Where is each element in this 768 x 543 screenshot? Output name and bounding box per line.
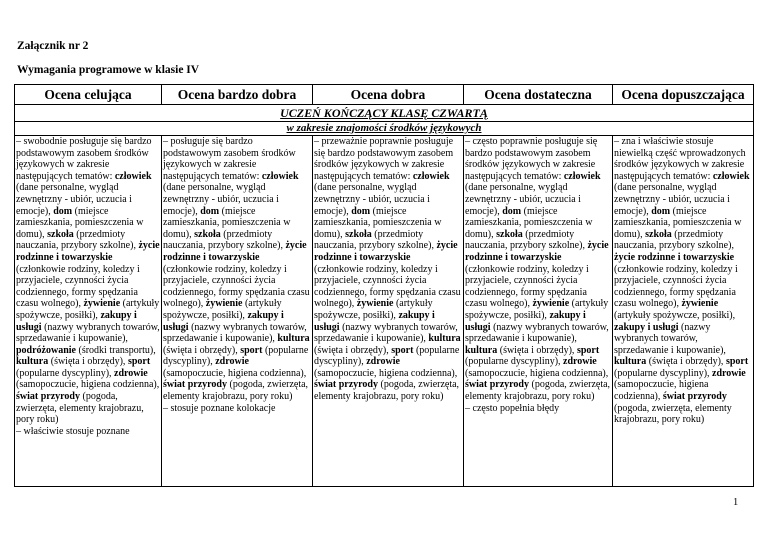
cell-body: człowiek (dane personalne, wygląd zewnętrzny - ubiór, uczucia i emocje), dom (miejsce zamieszkania, pomieszczenia w domu), szkoła (przedmioty nauczania, przybory szkolne), życie rodzinne i towarzyskie (członkowie rodziny, koledzy i przyjaciele, czynności życia codziennego, formy spędzania czasu wolnego), żywienie (artykuły spożywcze, posiłki), zakupy i usługi (nazwy wybranych towarów, sprzedawanie i kupowanie), kultura (święta i obrzędy), sport (popularne dyscypliny), zdrowie (samopoczucie, higiena codzienna), świat przyrody (pogoda, zwierzęta, elementy krajobrazu, pory roku)	[314, 170, 461, 403]
cell-celujaca	[15, 135, 162, 486]
band-subtitle: w zakresie znajomości środków językowych	[15, 121, 753, 136]
cell-body: człowiek (dane personalne, wygląd zewnętrzny - ubiór, uczucia i emocje), dom (miejsce zamieszkania, pomieszczenia w domu), szkoła (przedmioty nauczania, przybory szkolne), życie rodzinne i towarzyskie (członkowie rodziny, koledzy i przyjaciele, czynności życia codziennego, formy spędzania czasu wolnego), żywienie (artykuły spożywcze, posiłki), zakupy i usługi (nazwy wybranych towarów, sprzedawanie i kupowanie), kultura (święta i obrzędy), sport (popularne dyscypliny), zdrowie (samopoczucie, higiena codzienna), świat przyrody (pogoda, zwierzęta, elementy krajobrazu, pory roku) – często popełnia błędy	[465, 170, 611, 414]
cell-dostateczna	[464, 135, 613, 486]
header-celujaca: Ocena celująca	[15, 85, 162, 104]
document-title: Wymagania programowe w klasie IV	[17, 64, 200, 76]
cell-bardzo-dobra	[162, 135, 313, 486]
cell-intro: – przeważnie poprawnie posługuje się bardzo podstawowym zasobem środków językowych w zakresie następujących tematów:	[314, 136, 454, 182]
header-dostateczna: Ocena dostateczna	[464, 85, 613, 104]
cell-dopuszczajaca	[613, 135, 753, 486]
cell-intro: – swobodnie posługuje się bardzo podstawowym zasobem środków językowych w zakresie następujących tematów:	[16, 136, 152, 182]
attachment-label: Załącznik nr 2	[17, 40, 89, 52]
cell-intro: – posługuje się bardzo podstawowym zasobem środków językowych w zakresie następujących tematów:	[163, 136, 296, 182]
band-title: UCZEŃ KOŃCZĄCY KLASĘ CZWARTĄ	[15, 104, 753, 122]
requirements-table	[14, 84, 754, 487]
header-dopuszczajaca: Ocena dopuszczająca	[621, 87, 745, 102]
header-dobra: Ocena dobra	[313, 85, 464, 104]
cell-body: człowiek (dane personalne, wygląd zewnętrzny - ubiór, uczucia i emocje), dom (miejsce zamieszkania, pomieszczenia w domu), szkoła (przedmioty nauczania, przybory szkolne), życie rodzinne i towarzyskie (członkowie rodziny, koledzy i przyjaciele, czynności życia codziennego, formy spędzania czasu wolnego), żywienie (artykuły spożywcze, posiłki), zakupy i usługi (nazwy wybranych towarów, sprzedawanie i kupowanie), kultura (święta i obrzędy), sport (popularne dyscypliny), zdrowie (samopoczucie, higiena codzienna), świat przyrody (pogoda, zwierzęta, elementy krajobrazu, pory roku)	[614, 170, 750, 426]
page-number: 1	[733, 497, 739, 508]
cell-body: człowiek (dane personalne, wygląd zewnętrzny - ubiór, uczucia i emocje), dom (miejsce zamieszkania, pomieszczenia w domu), szkoła (przedmioty nauczania, przybory szkolne), życie rodzinne i towarzyskie (członkowie rodziny, koledzy i przyjaciele, czynności życia codziennego, formy spędzania czasu wolnego), żywienie (artykuły spożywcze, posiłki), zakupy i usługi (nazwy wybranych towarów, sprzedawanie i kupowanie), kultura (święta i obrzędy), sport (popularne dyscypliny), zdrowie (samopoczucie, higiena codzienna), świat przyrody (pogoda, zwierzęta, elementy krajobrazu, pory roku) – stosuje poznane kolokacje	[163, 170, 310, 414]
cell-intro: – zna i właściwie stosuje niewielką część wprowadzonych środków językowych w zakresie następujących tematów:	[614, 136, 746, 182]
cell-intro: – często poprawnie posługuje się bardzo podstawowym zasobem środków językowych w zakresie następujących tematów:	[465, 136, 598, 182]
cell-dobra	[313, 135, 464, 486]
cell-body: człowiek (dane personalne, wygląd zewnętrzny - ubiór, uczucia i emocje), dom (miejsce zamieszkania, pomieszczenia w domu), szkoła (przedmioty nauczania, przybory szkolne), życie rodzinne i towarzyskie (członkowie rodziny, koledzy i przyjaciele, czynności życia codziennego, formy spędzania czasu wolnego), żywienie (artykuły spożywcze, posiłki), zakupy i usługi (nazwy wybranych towarów, sprzedawanie i kupowanie), podróżowanie (środki transportu), kultura (święta i obrzędy), sport (popularne dyscypliny), zdrowie (samopoczucie, higiena codzienna), świat przyrody (pogoda, zwierzęta, elementy krajobrazu, pory roku) – właściwie stosuje poznane	[16, 170, 160, 437]
header-bardzo-dobra: Ocena bardzo dobra	[162, 85, 313, 104]
